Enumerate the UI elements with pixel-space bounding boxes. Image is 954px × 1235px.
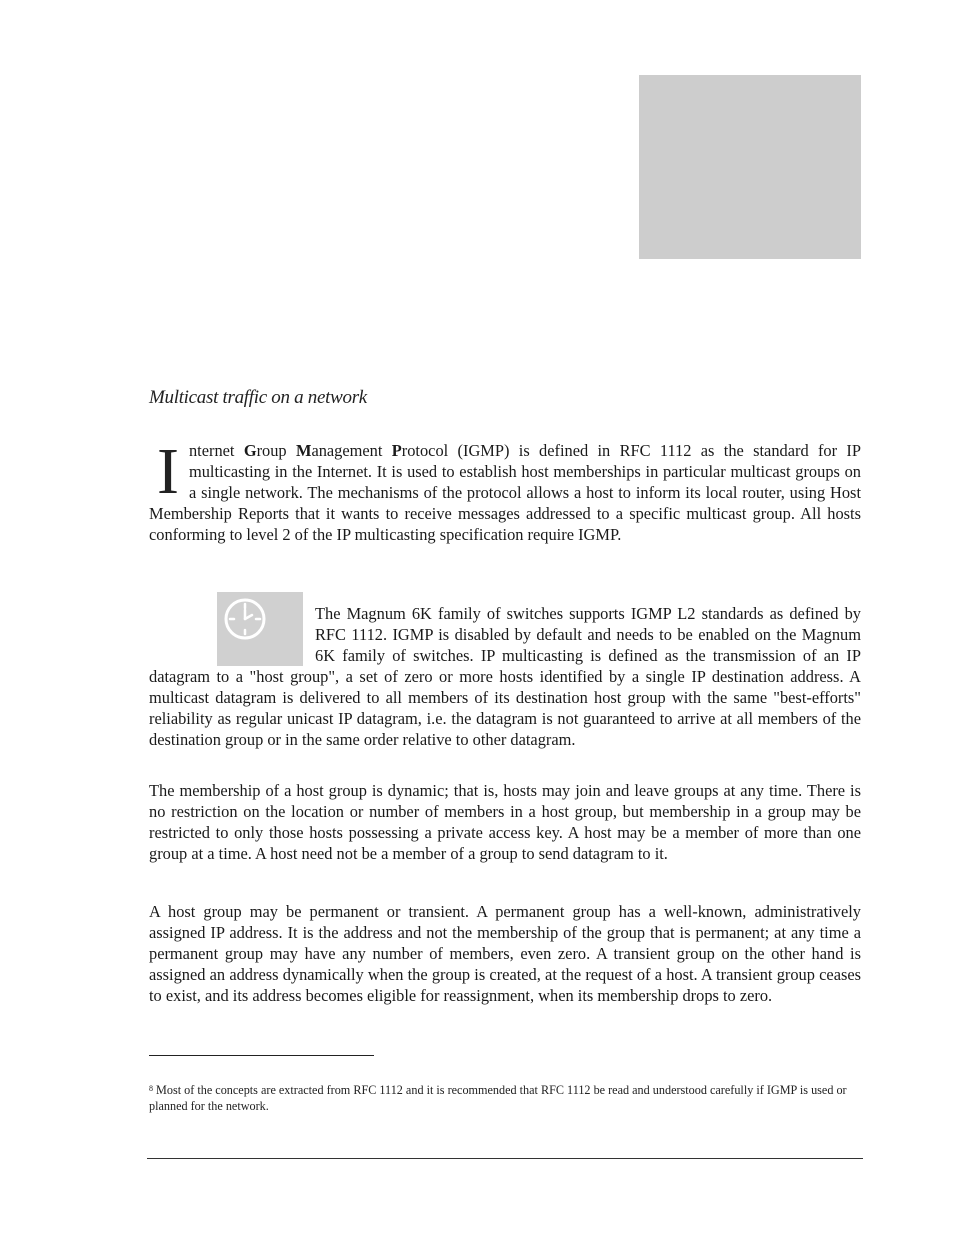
footnote-divider: [149, 1055, 374, 1056]
membership-paragraph: The membership of a host group is dynamic; that is, hosts may join and leave groups at any time. There is no restriction on the location or number of members in a host group, but membership in a group may be restricted to only those hosts possessing a private access key. A host may be a member of more than one group at a time. A host need not be a member of a group to send datagram to it.: [149, 781, 861, 863]
acronym-g: G: [243, 441, 257, 460]
footnote-marker: 8: [149, 1084, 153, 1093]
chapter-header-box: [639, 75, 861, 259]
acronym-p: P: [391, 441, 402, 460]
acronym-m: M: [295, 441, 312, 460]
note-paragraph: [149, 603, 861, 750]
intro-paragraph: [149, 435, 861, 545]
host-group-paragraph: A host group may be permanent or transient. A permanent group has a well-known, administratively assigned IP address. It is the address and not the membership of the group that is permanent; at any time a permanent group may have any number of members, even zero. A transient group on the other hand is assigned an address dynamically when the group is created, at the request of a host. A transient group ceases to exist, and its address becomes eligible for reassignment, when its membership drops to zero.: [149, 902, 861, 1005]
clock-icon: [222, 596, 268, 642]
note-icon-box: [217, 592, 303, 666]
footnote: [149, 1081, 861, 1114]
intro-text-2: anagement: [311, 441, 392, 460]
intro-text-start: nternet: [188, 441, 244, 460]
intro-text-3: rotocol (IGMP) is defined in RFC 1112 as the standard for IP multicasting in the Internet. It is used to establish host memberships in particular multicast groups on a single network. The mechanisms of the protocol allows a host to inform its local router, using Host Membership Reports that it wants to receive messages addressed to a specific multicast group. All hosts conforming to level 2 of the IP multicasting specification require IGMP.: [149, 441, 861, 544]
section-subtitle: Multicast traffic on a network: [149, 387, 367, 408]
page-footer-rule: [147, 1158, 863, 1159]
intro-text-1: roup: [256, 441, 296, 460]
footnote-text: Most of the concepts are extracted from RFC 1112 and it is recommended that RFC 1112 be read and understood carefully if IGMP is used or planned for the network.: [149, 1083, 847, 1113]
note-text: The Magnum 6K family of switches supports IGMP L2 standards as defined by RFC 1112. IGMP is disabled by default and needs to be enabled on the Magnum 6K family of switches. IP multicasting is defined as the transmission of an IP datagram to a "host group", a set of zero or more hosts identified by a single IP destination address. A multicast datagram is delivered to all members of its destination host group with the same "best-efforts" reliability as regular unicast IP datagram, i.e. the datagram is not guaranteed to arrive at all members of the destination group or in the same order relative to other datagram.: [149, 604, 861, 749]
drop-cap: I: [157, 435, 179, 508]
